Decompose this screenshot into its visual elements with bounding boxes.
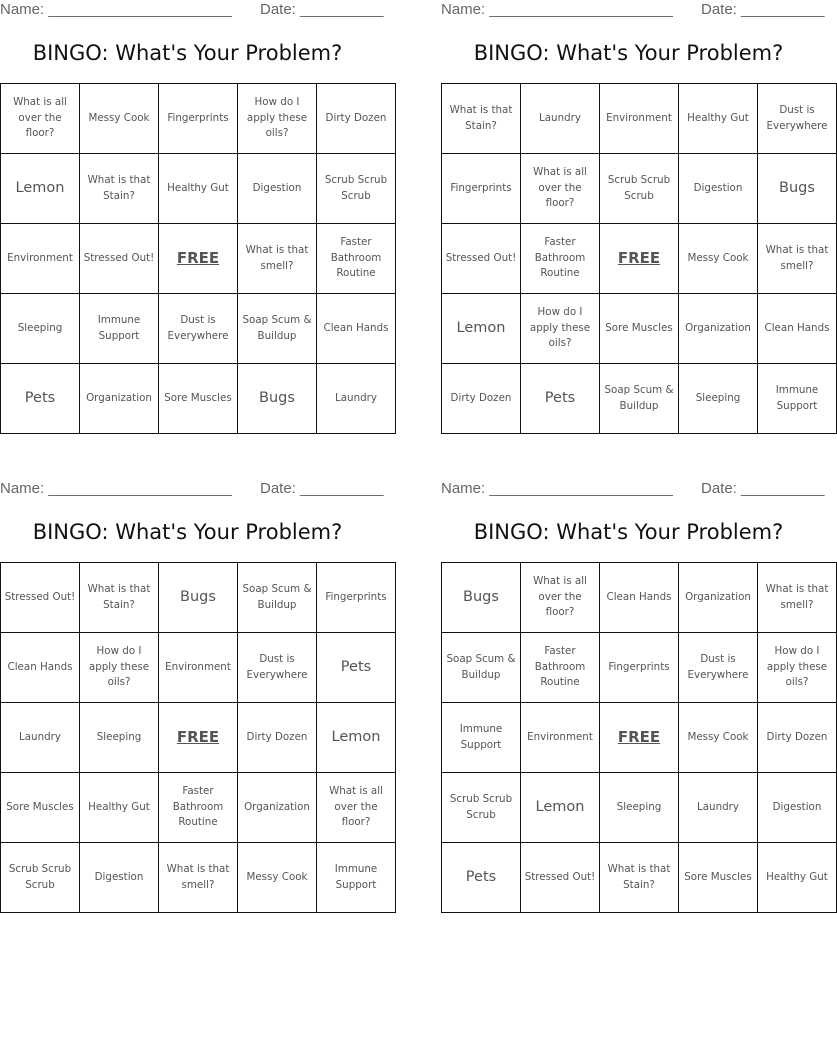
bingo-cell: Healthy Gut (80, 773, 159, 843)
bingo-cell: What is that Stain? (80, 154, 159, 224)
bingo-cell: Soap Scum & Buildup (442, 633, 521, 703)
bingo-cell: Dust is Everywhere (679, 633, 758, 703)
grid-row (1, 703, 396, 773)
bingo-cell: Environment (159, 633, 238, 703)
bingo-cell: How do I apply these oils? (238, 84, 317, 154)
bingo-cell: Dust is Everywhere (159, 294, 238, 364)
grid-row (442, 563, 837, 633)
date-field: Date: __________ (260, 1, 384, 18)
card-title: BINGO: What's Your Problem? (473, 41, 784, 65)
bingo-cell: What is that Stain? (80, 563, 159, 633)
grid-row (442, 843, 837, 913)
bingo-cell: Sore Muscles (159, 364, 238, 434)
bingo-cell: Digestion (758, 773, 837, 843)
bingo-cell: Clean Hands (758, 294, 837, 364)
free-space: FREE (600, 224, 679, 294)
bingo-cell: Scrub Scrub Scrub (600, 154, 679, 224)
bingo-cell: What is all over the floor? (521, 154, 600, 224)
bingo-cell: Clean Hands (600, 563, 679, 633)
grid-row (1, 633, 396, 703)
date-field: Date: __________ (701, 480, 825, 497)
bingo-cell: Digestion (238, 154, 317, 224)
grid-row (442, 703, 837, 773)
bingo-cell: Immune Support (317, 843, 396, 913)
bingo-cell: Pets (1, 364, 80, 434)
bingo-grid (441, 562, 837, 913)
grid-row (1, 294, 396, 364)
grid-row (442, 773, 837, 843)
bingo-cell: Organization (80, 364, 159, 434)
bingo-grid (441, 83, 837, 434)
bingo-cell: Sore Muscles (600, 294, 679, 364)
date-field: Date: __________ (260, 480, 384, 497)
bingo-cell: What is that smell? (238, 224, 317, 294)
bingo-cell: Faster Bathroom Routine (521, 224, 600, 294)
grid-row (1, 84, 396, 154)
bingo-cell: Faster Bathroom Routine (159, 773, 238, 843)
bingo-cell: Environment (521, 703, 600, 773)
bingo-cell: Laundry (521, 84, 600, 154)
bingo-cell: Sleeping (679, 364, 758, 434)
name-date-line (441, 1, 825, 21)
bingo-cell: What is that smell? (159, 843, 238, 913)
bingo-cell: Immune Support (758, 364, 837, 434)
bingo-card (0, 479, 387, 919)
bingo-cell: What is that smell? (758, 563, 837, 633)
grid-row (1, 563, 396, 633)
name-field: Name: ______________________ (441, 1, 673, 18)
bingo-cell: Bugs (442, 563, 521, 633)
bingo-cell: Clean Hands (1, 633, 80, 703)
bingo-cell: Fingerprints (159, 84, 238, 154)
bingo-cell: Stressed Out! (1, 563, 80, 633)
bingo-cell: Soap Scum & Buildup (238, 563, 317, 633)
name-field: Name: ______________________ (0, 1, 232, 18)
bingo-cell: What is all over the floor? (1, 84, 80, 154)
free-space: FREE (600, 703, 679, 773)
bingo-cell: Digestion (80, 843, 159, 913)
bingo-cell: Sleeping (80, 703, 159, 773)
grid-row (442, 294, 837, 364)
bingo-cell: How do I apply these oils? (521, 294, 600, 364)
free-space: FREE (159, 224, 238, 294)
date-field: Date: __________ (701, 1, 825, 18)
name-date-line (0, 1, 384, 21)
bingo-cell: Dust is Everywhere (758, 84, 837, 154)
bingo-cell: What is all over the floor? (317, 773, 396, 843)
grid-row (1, 843, 396, 913)
bingo-cell: Dirty Dozen (317, 84, 396, 154)
bingo-cell: Sleeping (1, 294, 80, 364)
name-field: Name: ______________________ (0, 480, 232, 497)
bingo-cell: What is that smell? (758, 224, 837, 294)
bingo-cell: Lemon (442, 294, 521, 364)
bingo-cell: Pets (442, 843, 521, 913)
grid-row (442, 364, 837, 434)
bingo-cell: Laundry (679, 773, 758, 843)
bingo-cell: What is that Stain? (600, 843, 679, 913)
grid-row (442, 633, 837, 703)
bingo-cell: Dirty Dozen (758, 703, 837, 773)
bingo-cell: Sleeping (600, 773, 679, 843)
bingo-cell: Organization (679, 294, 758, 364)
grid-row (1, 364, 396, 434)
bingo-cell: Bugs (758, 154, 837, 224)
bingo-cell: Sore Muscles (1, 773, 80, 843)
bingo-cell: Scrub Scrub Scrub (1, 843, 80, 913)
bingo-cell: Bugs (238, 364, 317, 434)
bingo-cell: Laundry (317, 364, 396, 434)
grid-row (1, 773, 396, 843)
card-title: BINGO: What's Your Problem? (32, 520, 343, 544)
bingo-cell: Environment (600, 84, 679, 154)
bingo-cell: Digestion (679, 154, 758, 224)
bingo-cell: Messy Cook (679, 224, 758, 294)
bingo-cell: Environment (1, 224, 80, 294)
bingo-cell: Immune Support (442, 703, 521, 773)
free-space: FREE (159, 703, 238, 773)
bingo-cell: What is all over the floor? (521, 563, 600, 633)
bingo-cell: Lemon (1, 154, 80, 224)
name-date-line (441, 480, 825, 500)
bingo-cell: Fingerprints (600, 633, 679, 703)
bingo-cell: Laundry (1, 703, 80, 773)
bingo-cell: Clean Hands (317, 294, 396, 364)
bingo-cell: Pets (317, 633, 396, 703)
bingo-cell: Dust is Everywhere (238, 633, 317, 703)
bingo-cell: Fingerprints (442, 154, 521, 224)
bingo-cell: Stressed Out! (521, 843, 600, 913)
grid-row (442, 154, 837, 224)
bingo-cell: Immune Support (80, 294, 159, 364)
card-title: BINGO: What's Your Problem? (32, 41, 343, 65)
grid-row (442, 84, 837, 154)
bingo-cell: Scrub Scrub Scrub (442, 773, 521, 843)
bingo-cell: Pets (521, 364, 600, 434)
grid-row (1, 154, 396, 224)
bingo-cell: Messy Cook (238, 843, 317, 913)
bingo-cell: Messy Cook (80, 84, 159, 154)
bingo-cell: Healthy Gut (758, 843, 837, 913)
bingo-card (441, 0, 830, 440)
bingo-cell: Bugs (159, 563, 238, 633)
bingo-cell: How do I apply these oils? (80, 633, 159, 703)
bingo-cell: Faster Bathroom Routine (317, 224, 396, 294)
bingo-cell: Lemon (317, 703, 396, 773)
grid-row (442, 224, 837, 294)
bingo-cell: Fingerprints (317, 563, 396, 633)
name-field: Name: ______________________ (441, 480, 673, 497)
bingo-cell: Stressed Out! (80, 224, 159, 294)
bingo-cell: Soap Scum & Buildup (238, 294, 317, 364)
bingo-grid (0, 562, 396, 913)
bingo-cell: Soap Scum & Buildup (600, 364, 679, 434)
bingo-cell: Faster Bathroom Routine (521, 633, 600, 703)
bingo-grid (0, 83, 396, 434)
grid-row (1, 224, 396, 294)
bingo-cell: Healthy Gut (679, 84, 758, 154)
name-date-line (0, 480, 384, 500)
bingo-cell: Stressed Out! (442, 224, 521, 294)
bingo-cell: Sore Muscles (679, 843, 758, 913)
bingo-cell: Healthy Gut (159, 154, 238, 224)
bingo-cell: Organization (238, 773, 317, 843)
bingo-card (0, 0, 389, 440)
bingo-cell: Messy Cook (679, 703, 758, 773)
card-title: BINGO: What's Your Problem? (473, 520, 784, 544)
bingo-cell: What is that Stain? (442, 84, 521, 154)
bingo-card (441, 479, 829, 919)
bingo-cell: Lemon (521, 773, 600, 843)
bingo-cell: Organization (679, 563, 758, 633)
bingo-cell: Dirty Dozen (238, 703, 317, 773)
bingo-cell: How do I apply these oils? (758, 633, 837, 703)
bingo-cell: Dirty Dozen (442, 364, 521, 434)
bingo-cell: Scrub Scrub Scrub (317, 154, 396, 224)
